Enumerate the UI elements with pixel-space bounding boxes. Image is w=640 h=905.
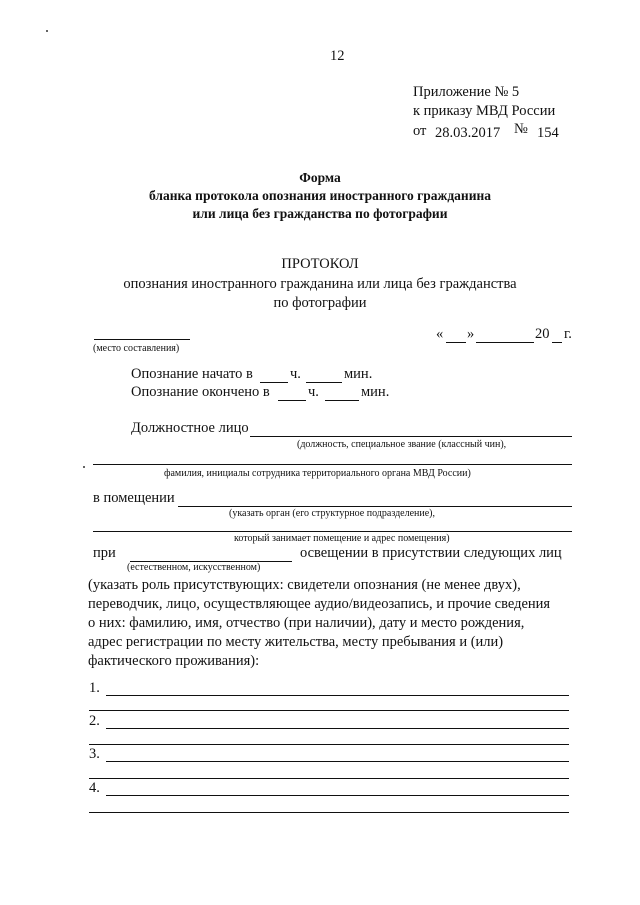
appendix-line2: к приказу МВД России [413,103,556,119]
premises-line2[interactable] [93,531,572,532]
date-year-prefix: 20 [535,326,550,342]
entry-3-number: 3. [89,746,100,762]
instructions-line1: (указать роль присутствующих: свидетели опознания (не менее двух), [88,577,521,593]
appendix-from-label: от [413,123,427,139]
place-hint: (место составления) [93,343,180,354]
entry-2-number: 2. [89,713,100,729]
time-start-hours-line[interactable] [260,382,288,383]
entry-2-line[interactable] [106,728,569,729]
official-line2[interactable] [93,464,572,465]
entry-1-continuation-line[interactable] [89,710,569,711]
premises-label: в помещении [93,490,175,506]
time-start-minutes-line[interactable] [306,382,342,383]
official-hint1: (должность, специальное звание (классный чин), [297,439,507,450]
premises-hint1: (указать орган (его структурное подразделение), [229,508,436,519]
date-close-quote: » [467,326,475,342]
date-year-line[interactable] [552,342,562,343]
time-start-label: Опознание начато в [131,366,253,382]
time-end-label: Опознание окончено в [131,384,270,400]
scan-speck [46,30,48,32]
appendix-number: 154 [537,125,559,141]
entry-4-number: 4. [89,780,100,796]
form-heading-line2: бланка протокола опознания иностранного гражданина [148,188,492,203]
scan-speck [83,466,85,468]
form-heading-line3: или лица без гражданства по фотографии [192,206,448,221]
protocol-subtitle1: опознания иностранного гражданина или лица без гражданства [123,276,517,292]
page-number: 12 [330,48,345,64]
time-end-minutes-line[interactable] [325,400,359,401]
date-month-line[interactable] [476,342,534,343]
time-end-hours-unit: ч. [308,384,319,400]
premises-hint2: который занимает помещение и адрес помещения) [234,533,450,544]
entry-4-continuation-line[interactable] [89,812,569,813]
entry-4-line[interactable] [106,795,569,796]
protocol-title: ПРОТОКОЛ [281,256,359,272]
entry-1-number: 1. [89,680,100,696]
time-start-hours-unit: ч. [290,366,301,382]
appendix-number-label: № [514,121,528,137]
instructions-line2: переводчик, лицо, осуществляющее аудио/видеозапись, и прочие сведения [88,596,551,612]
lighting-prefix: при [93,545,116,561]
instructions-line5: фактического проживания): [88,653,260,669]
lighting-suffix: освещении в присутствии следующих лиц [300,545,562,561]
form-heading-line1: Форма [299,170,341,185]
date-day-line[interactable] [446,342,466,343]
time-end-minutes-unit: мин. [361,384,390,400]
instructions-line3: о них: фамилию, имя, отчество (при наличии), дату и место рождения, [88,615,525,631]
instructions-line4: адрес регистрации по месту жительства, месту пребывания и (или) [88,634,504,650]
appendix-line1: Приложение № 5 [413,84,520,100]
entry-1-line[interactable] [106,695,569,696]
entry-3-continuation-line[interactable] [89,778,569,779]
official-label: Должностное лицо [131,420,249,436]
time-end-hours-line[interactable] [278,400,306,401]
lighting-hint: (естественном, искусственном) [127,562,261,573]
premises-line1[interactable] [178,506,572,507]
entry-2-continuation-line[interactable] [89,744,569,745]
date-year-suffix: г. [564,326,572,342]
date-open-quote: « [436,326,444,342]
official-hint2: фамилия, инициалы сотрудника территориального органа МВД России) [164,468,471,479]
entry-3-line[interactable] [106,761,569,762]
appendix-date: 28.03.2017 [435,125,501,141]
protocol-subtitle2: по фотографии [273,295,367,311]
place-input-line[interactable] [94,339,190,340]
official-line1[interactable] [250,436,572,437]
time-start-minutes-unit: мин. [344,366,373,382]
